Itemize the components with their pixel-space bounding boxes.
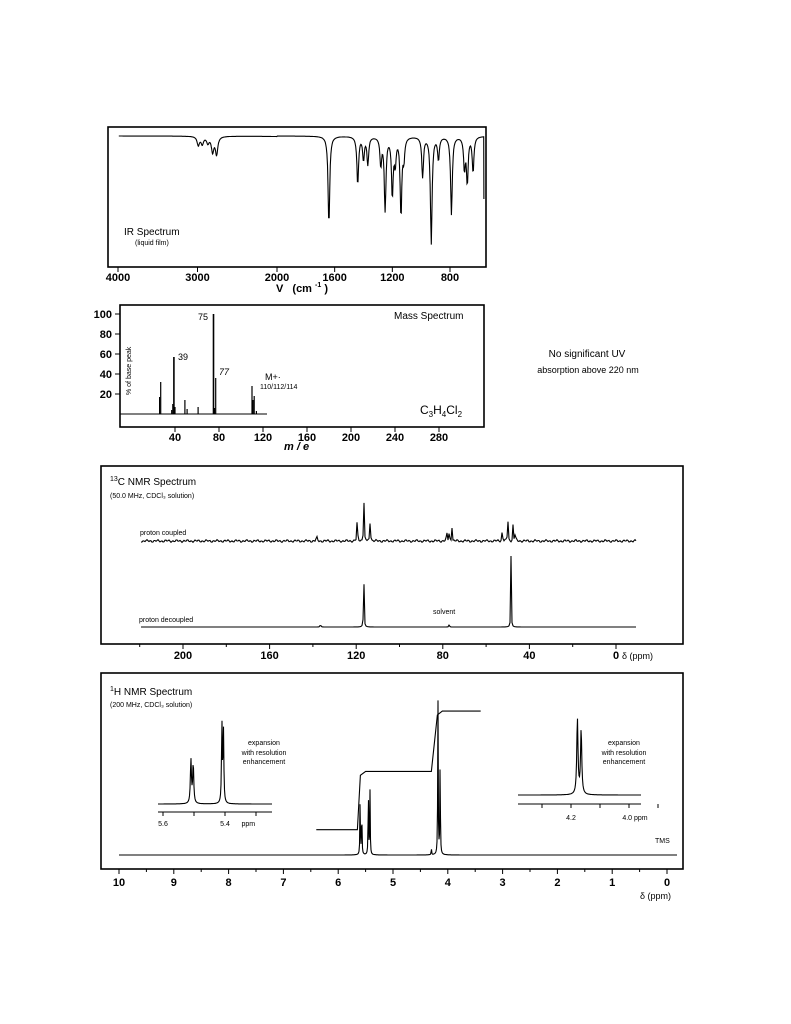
h1-x-tick-label: 0 [663, 877, 671, 889]
h1-inset-left-axis [158, 812, 272, 828]
ir-subtitle: (liquid film) [135, 240, 169, 247]
c13-axis-unit: δ (ppm) [622, 651, 654, 661]
h1-inset-right-tick-label: 4.0 ppm [622, 815, 648, 822]
ms-panel [94, 305, 484, 453]
h1-x-axis [101, 869, 683, 889]
c13-coupled-trace [141, 503, 636, 543]
c13-coupled-label: proton coupled [140, 530, 187, 537]
h1-axis-unit: δ (ppm) [640, 891, 672, 901]
c13-x-axis [101, 644, 683, 662]
ms-xlabel: m / e [284, 441, 310, 453]
c13-title-text: C NMR Spectrum [117, 477, 197, 488]
h1-x-tick-label: 6 [335, 877, 342, 889]
ir-x-tick-label: 800 [440, 272, 460, 284]
ms-axes [94, 309, 484, 444]
h1-inset-left-text-2: with resolution [241, 750, 287, 757]
c13-decoupled-label: proton decoupled [139, 617, 194, 624]
c13-title [110, 476, 196, 488]
ms-x-tick-label: 240 [385, 432, 405, 444]
ir-x-tick-label: 1200 [380, 272, 405, 284]
h1-spectrum-trace [119, 700, 677, 855]
ir-title: IR Spectrum [124, 227, 180, 238]
uv-line2: absorption above 220 nm [537, 365, 639, 375]
c13-x-tick-label: 80 [436, 650, 449, 662]
ir-x-tick-label: 4000 [105, 272, 131, 284]
c13-solvent-label: solvent [433, 609, 456, 616]
ms-y-tick-label: 40 [99, 369, 112, 381]
h1-x-tick-label: 2 [554, 877, 561, 889]
ms-peak-label-77: 77 [219, 367, 230, 377]
h1-inset-right [518, 719, 658, 822]
ms-title: Mass Spectrum [394, 311, 464, 322]
ms-formula-c: C [420, 403, 429, 417]
ms-mplus-values: 110/112/114 [260, 384, 298, 391]
ms-formula-h: H [433, 403, 442, 417]
c13-x-tick-label: 120 [347, 650, 366, 662]
h1-x-tick-label: 7 [280, 877, 287, 889]
h1-x-tick-label: 1 [609, 877, 616, 889]
ms-formula-2: 2 [457, 410, 463, 419]
c13-subtitle: (50.0 MHz, CDCl₃ solution) [110, 493, 195, 500]
ir-panel [106, 127, 486, 295]
ms-mplus: M+· [265, 372, 281, 382]
h1-subtitle: (200 MHz, CDCl₃ solution) [110, 702, 193, 709]
ir-xlabel-close: ) [324, 283, 328, 295]
ir-x-axis [106, 267, 486, 284]
ir-x-tick-label: 2000 [264, 272, 290, 284]
h1-inset-left [158, 721, 286, 828]
h1-x-tick-label: 3 [499, 877, 506, 889]
h1-inset-right-axis [518, 804, 658, 822]
h1-tms-label: TMS [655, 838, 670, 845]
h1-inset-left-text-3: enhancement [242, 759, 286, 766]
ms-y-tick-label: 80 [99, 329, 112, 341]
h1-panel [101, 673, 683, 901]
ir-x-tick-label: 3000 [185, 272, 210, 284]
h1-inset-right-text-1: expansion [608, 740, 640, 747]
h1-x-tick-label: 10 [112, 877, 126, 889]
ms-y-tick-label: 60 [99, 349, 112, 361]
h1-inset-left-text-1: expansion [248, 740, 280, 747]
ms-formula-cl: Cl [446, 403, 458, 417]
h1-title-sup: 1 [110, 686, 114, 693]
h1-inset-left-tick-label: 5.4 [220, 821, 230, 828]
h1-x-tick-label: 5 [389, 877, 397, 889]
ms-y-tick-label: 100 [93, 309, 112, 321]
ms-x-tick-label: 80 [212, 432, 226, 444]
ms-x-tick-label: 160 [297, 432, 317, 444]
ir-xlabel-sup: -1 [315, 282, 322, 289]
h1-inset-left-tick-label: ppm [241, 821, 256, 828]
ms-x-tick-label: 120 [253, 432, 273, 444]
c13-panel [101, 466, 683, 662]
h1-x-tick-label: 8 [225, 877, 232, 889]
h1-x-tick-label: 9 [170, 877, 177, 889]
h1-inset-right-text-2: with resolution [601, 750, 647, 757]
c13-x-tick-label: 200 [173, 650, 193, 662]
ms-x-tick-label: 280 [429, 432, 449, 444]
ms-peaks [160, 314, 257, 414]
h1-inset-left-tick-label: 5.6 [158, 821, 168, 828]
c13-title-sup: 13 [110, 476, 118, 483]
h1-inset-right-text-3: enhancement [602, 759, 646, 766]
h1-inset-right-tick-label: 4.2 [566, 815, 576, 822]
ms-peak-label-75: 75 [198, 312, 209, 322]
ms-ylabel: % of base peak [126, 346, 133, 395]
ir-x-tick-label: 1600 [322, 272, 347, 284]
h1-integral-trace [316, 711, 480, 830]
c13-x-tick-label: 40 [523, 650, 536, 662]
ms-formula-4: 4 [441, 410, 447, 419]
ms-peak-label-39: 39 [178, 352, 189, 362]
uv-note [537, 349, 639, 375]
ms-x-tick-label: 200 [341, 432, 361, 444]
ir-xlabel-nu: V [276, 283, 284, 295]
h1-title-text: H NMR Spectrum [113, 687, 193, 698]
uv-line1: No significant UV [548, 349, 626, 360]
h1-title [110, 686, 192, 698]
c13-x-tick-label: 0 [612, 650, 620, 662]
c13-decoupled-trace [141, 556, 636, 627]
ms-formula-3: 3 [428, 410, 434, 419]
ms-formula [420, 403, 463, 419]
ir-xlabel-unit: (cm [292, 283, 312, 295]
ms-x-tick-label: 40 [168, 432, 182, 444]
c13-x-tick-label: 160 [260, 650, 279, 662]
h1-x-tick-label: 4 [444, 877, 451, 889]
ms-y-tick-label: 20 [99, 389, 112, 401]
